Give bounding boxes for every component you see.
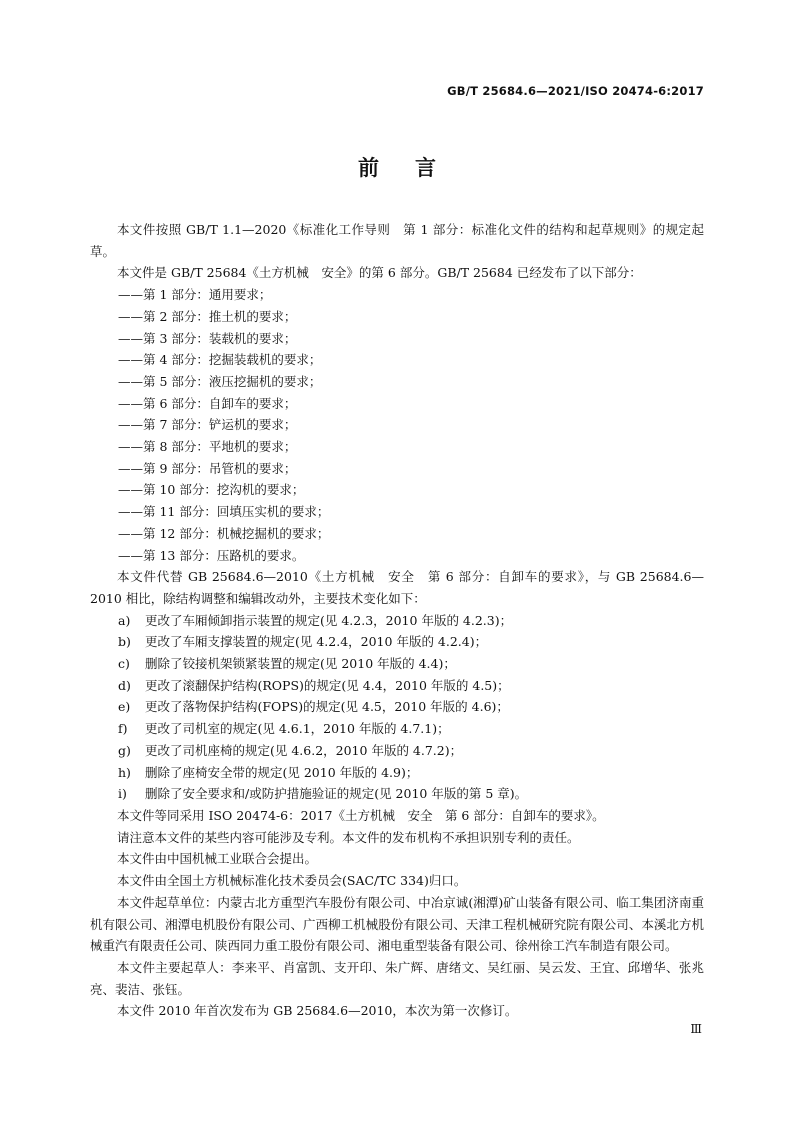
change-list-item [90, 696, 704, 718]
change-marker: i) [118, 786, 127, 802]
change-marker: c) [118, 656, 130, 672]
change-list-item [90, 718, 704, 740]
title-char-1: 前 [358, 156, 379, 180]
change-list-item [90, 653, 704, 675]
change-list-item [90, 740, 704, 762]
change-text: 更改了落物保护结构(FOPS)的规定(见 4.5，2010 年版的 4.6)； [145, 699, 509, 715]
part-list-item: ——第 12 部分：机械挖掘机的要求； [118, 525, 330, 541]
part-list-item: ——第 5 部分：液压挖掘机的要求； [118, 373, 322, 389]
change-text: 更改了车厢支撑装置的规定(见 4.2.4，2010 年版的 4.2.4)； [145, 634, 488, 650]
part-list-item: ——第 2 部分：推土机的要求； [118, 308, 297, 324]
change-marker: e) [118, 699, 131, 715]
change-text: 更改了滚翻保护结构(ROPS)的规定(见 4.4，2010 年版的 4.5)； [145, 677, 510, 693]
proposer-paragraph: 本文件由中国机械工业联合会提出。 [117, 851, 318, 867]
part-list-item: ——第 8 部分：平地机的要求； [118, 439, 297, 455]
committee-paragraph: 本文件由全国土方机械标准化技术委员会(SAC/TC 334)归口。 [117, 873, 467, 889]
change-text: 更改了司机室的规定(见 4.6.1，2010 年版的 4.7.1)； [145, 721, 450, 737]
drafters-paragraph: 本文件主要起草人：李来平、肖富凯、支开印、朱广辉、唐绪文、吴红丽、吴云发、王宜、邱增华、张兆亮、裴洁、张钰。 [90, 959, 704, 997]
change-marker: a) [118, 612, 131, 628]
drafting-basis-paragraph: 本文件按照 GB/T 1.1—2020《标准化工作导则 第 1 部分：标准化文件的结构和起草规则》的规定起草。 [90, 222, 704, 259]
part-list-item: ——第 1 部分：通用要求； [118, 287, 272, 303]
change-list-item [90, 762, 704, 784]
part-list-item: ——第 3 部分：装载机的要求； [118, 330, 297, 346]
change-text: 删除了安全要求和/或防护措施验证的规定(见 2010 年版的第 5 章)。 [145, 786, 528, 802]
part-list-item: ——第 6 部分：自卸车的要求； [118, 395, 297, 411]
history-paragraph: 本文件 2010 年首次发布为 GB 25684.6—2010，本次为第一次修订。 [117, 1003, 518, 1019]
change-text: 删除了铰接机架锁紧装置的规定(见 2010 年版的 4.4)； [145, 656, 456, 672]
series-paragraph: 本文件是 GB/T 25684《土方机械 安全》的第 6 部分。GB/T 25684 已经发布了以下部分： [117, 265, 642, 281]
page-number: Ⅲ [690, 1022, 702, 1036]
part-list-item: ——第 7 部分：铲运机的要求； [118, 417, 297, 433]
change-text: 删除了座椅安全带的规定(见 2010 年版的 4.9)； [145, 764, 419, 780]
part-list-item: ——第 11 部分：回填压实机的要求； [118, 504, 330, 520]
patent-notice-paragraph: 请注意本文件的某些内容可能涉及专利。本文件的发布机构不承担识别专利的责任。 [117, 829, 580, 845]
drafting-organizations-paragraph: 本文件起草单位：内蒙古北方重型汽车股份有限公司、中冶京诚(湘潭)矿山装备有限公司、临工集团济南重机有限公司、湘潭电机股份有限公司、广西柳工机械股份有限公司、天津工程机械研究院有限公司、本溪北方机械重汽有限责任公司、陕西同力重工股份有限公司、湘电重型装备有限公司、徐州徐工汽车制造有限公司。 [90, 894, 704, 954]
adoption-paragraph: 本文件等同采用 ISO 20474-6：2017《土方机械 安全 第 6 部分：自卸车的要求》。 [117, 807, 605, 823]
part-list-item: ——第 4 部分：挖掘装载机的要求； [118, 352, 322, 368]
page-title [0, 152, 794, 182]
change-text: 更改了司机座椅的规定(见 4.6.2，2010 年版的 4.7.2)； [145, 742, 463, 758]
change-marker: d) [118, 677, 131, 693]
part-list-item: ——第 13 部分：压路机的要求。 [118, 547, 305, 563]
replaces-paragraph: 本文件代替 GB 25684.6—2010《土方机械 安全 第 6 部分：自卸车的要求》，与 GB 25684.6—2010 相比，除结构调整和编辑改动外，主要技术变化如下： [90, 569, 704, 606]
change-list-item [90, 610, 704, 632]
part-list-item: ——第 9 部分：吊管机的要求； [118, 460, 297, 476]
change-marker: h) [118, 764, 131, 780]
change-marker: g) [118, 742, 131, 758]
change-marker: b) [118, 634, 131, 650]
title-char-2: 言 [415, 156, 436, 180]
change-list-item [90, 675, 704, 697]
change-text: 更改了车厢倾卸指示装置的规定(见 4.2.3，2010 年版的 4.2.3)； [145, 612, 513, 628]
standard-number: GB/T 25684.6—2021/ISO 20474-6:2017 [447, 84, 704, 98]
change-list-item [90, 631, 704, 653]
change-marker: f) [118, 721, 128, 737]
change-list-item [90, 783, 704, 805]
part-list-item: ——第 10 部分：挖沟机的要求； [118, 482, 305, 498]
foreword-body [90, 219, 704, 1022]
